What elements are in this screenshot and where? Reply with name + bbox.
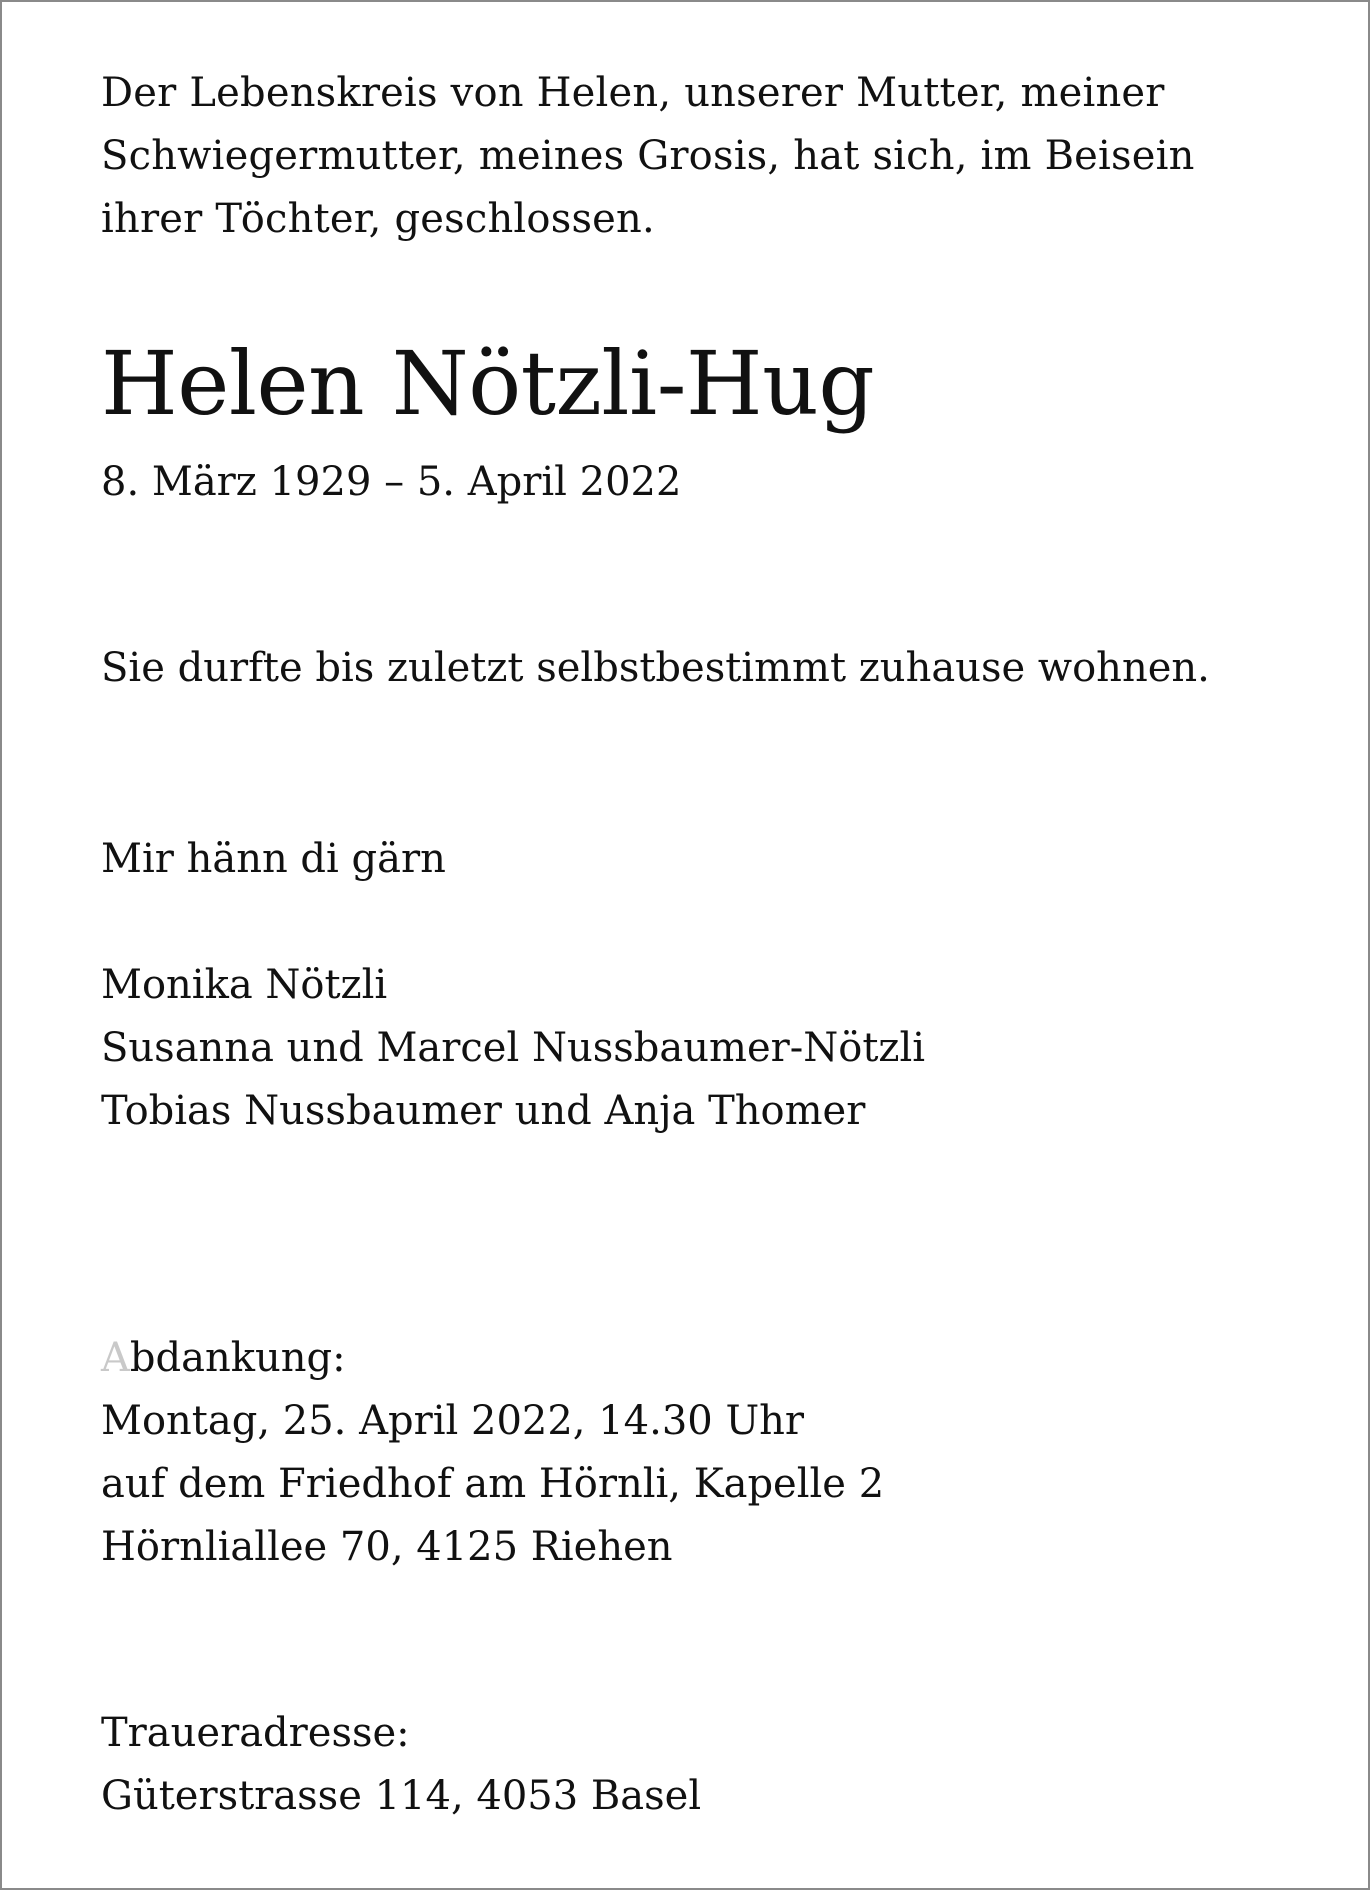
mourners-list (101, 954, 925, 1143)
mourner-name: Susanna und Marcel Nussbaumer-Nötzli (101, 1025, 926, 1071)
mourning-address (101, 1702, 701, 1828)
ceremony-heading-rest: bdankung: (129, 1335, 346, 1381)
farewell-text: Mir hänn di gärn (101, 836, 446, 882)
intro-line-3: ihrer Töchter, geschlossen. (101, 196, 655, 242)
deceased-name: Helen Nötzli-Hug (101, 332, 875, 435)
life-dates: 8. März 1929 – 5. April 2022 (101, 459, 682, 505)
ceremony-date-time: Montag, 25. April 2022, 14.30 Uhr (101, 1398, 805, 1444)
mourner-name: Tobias Nussbaumer und Anja Thomer (101, 1088, 866, 1134)
ceremony-details (101, 1327, 884, 1579)
ceremony-heading-initial: A (101, 1335, 130, 1381)
ceremony-street: Hörnliallee 70, 4125 Riehen (101, 1524, 673, 1570)
ceremony-location: auf dem Friedhof am Hörnli, Kapelle 2 (101, 1461, 885, 1507)
mourner-name: Monika Nötzli (101, 962, 388, 1008)
statement-text: Sie durfte bis zuletzt selbstbestimmt zuhause wohnen. (101, 645, 1210, 691)
mourning-address-street: Güterstrasse 114, 4053 Basel (101, 1773, 702, 1819)
intro-line-2: Schwiegermutter, meines Grosis, hat sich, im Beisein (101, 133, 1195, 179)
mourning-address-heading: Traueradresse: (101, 1710, 410, 1756)
ceremony-heading (101, 1327, 884, 1390)
intro-line-1: Der Lebenskreis von Helen, unserer Mutter, meiner (101, 70, 1165, 116)
intro-paragraph (101, 62, 1195, 251)
